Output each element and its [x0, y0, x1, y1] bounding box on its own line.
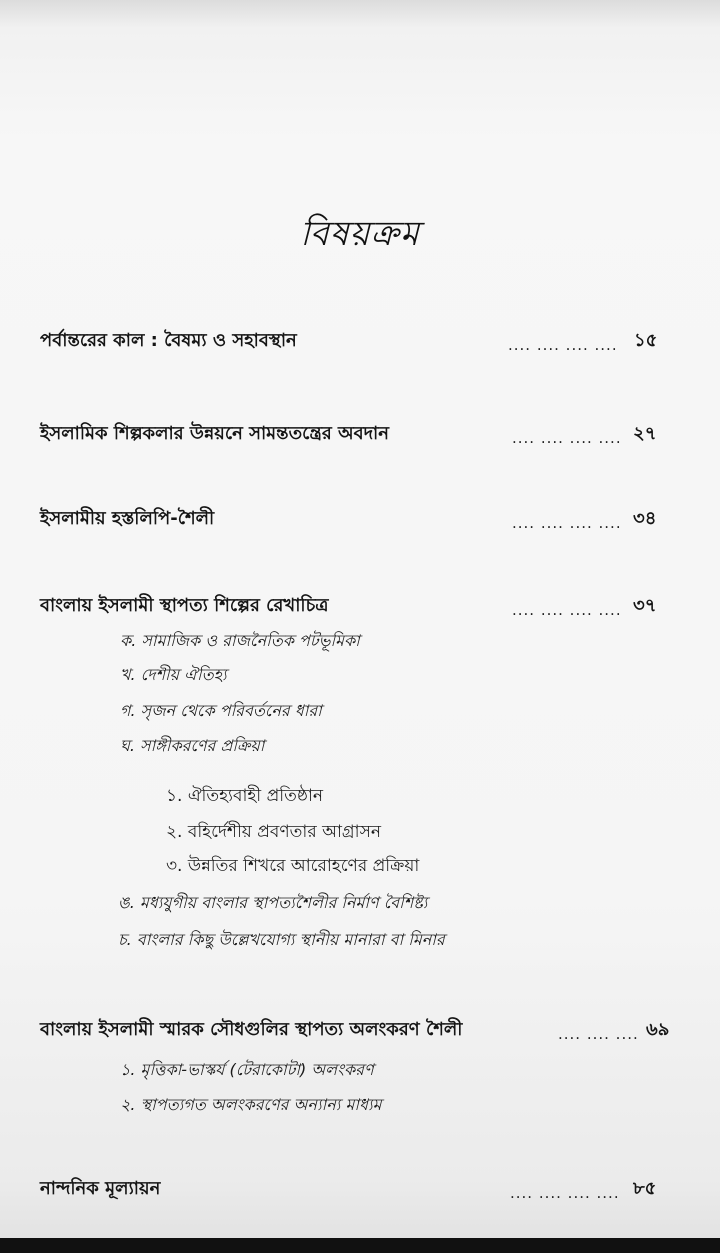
toc-entry-dots: .... .... .... .... — [512, 514, 622, 532]
toc-subentry: ক. সামাজিক ও রাজনৈতিক পটভূমিকা — [120, 631, 360, 650]
toc-entry-title: নান্দনিক মূল্যায়ন — [40, 1178, 161, 1199]
toc-entry-page: ৬৯ — [646, 1019, 670, 1040]
toc-entry-dots: .... .... .... — [558, 1025, 639, 1043]
toc-subentry: খ. দেশীয় ঐতিহ্য — [120, 665, 227, 684]
toc-entry-page: ২৭ — [633, 423, 657, 444]
toc-entry-title: ইসলামীয় হস্তলিপি-শৈলী — [40, 508, 215, 529]
toc-entry-dots: .... .... .... .... — [512, 601, 622, 619]
toc-entry-page: ৩৪ — [633, 508, 657, 529]
toc-entry-dots: .... .... .... .... — [508, 336, 618, 354]
toc-entry-dots: .... .... .... .... — [512, 429, 622, 447]
toc-subentry: চ. বাংলার কিছু উল্লেখযোগ্য স্থানীয় মানারা বা মিনার — [118, 930, 445, 949]
toc-subsubentry: ১. ঐতিহ্যবাহী প্রতিষ্ঠান — [166, 786, 324, 806]
toc-entry-page: ৩৭ — [633, 595, 657, 616]
bottom-shadow-bar — [0, 1238, 720, 1253]
toc-entry-title: ইসলামিক শিল্পকলার উন্নয়নে সামন্ততন্ত্রের অবদান — [40, 423, 390, 444]
toc-entry-page: ৮৫ — [633, 1178, 657, 1199]
toc-entry-title: বাংলায় ইসলামী স্মারক সৌধগুলির স্থাপত্য অলংকরণ শৈলী — [40, 1019, 463, 1040]
toc-subentry: ঙ. মধ্যযুগীয় বাংলার স্থাপত্যশৈলীর নির্মাণ বৈশিষ্ট্য — [118, 893, 428, 912]
page-title: বিষয়ক্রম — [300, 214, 420, 254]
toc-subentry: ১. মৃত্তিকা-ভাস্কর্য (টেরাকোটা) অলংকরণ — [120, 1060, 374, 1079]
toc-subsubentry: ২. বহির্দেশীয় প্রবণতার আগ্রাসন — [166, 822, 381, 842]
toc-subentry: গ. সৃজন থেকে পরিবর্তনের ধারা — [120, 701, 322, 720]
toc-subentry: ২. স্থাপত্যগত অলংকরণের অন্যান্য মাধ্যম — [120, 1095, 382, 1114]
toc-entry-title: পর্বান্তরের কাল : বৈষম্য ও সহাবস্থান — [40, 330, 297, 351]
toc-entry-title: বাংলায় ইসলামী স্থাপত্য শিল্পের রেখাচিত্র — [40, 595, 329, 616]
toc-subsubentry: ৩. উন্নতির শিখরে আরোহণের প্রক্রিয়া — [166, 856, 420, 876]
toc-subentry: ঘ. সাঙ্গীকরণের প্রক্রিয়া — [120, 736, 265, 755]
toc-entry-page: ১৫ — [634, 330, 658, 351]
toc-entry-dots: .... .... .... .... — [510, 1184, 620, 1202]
